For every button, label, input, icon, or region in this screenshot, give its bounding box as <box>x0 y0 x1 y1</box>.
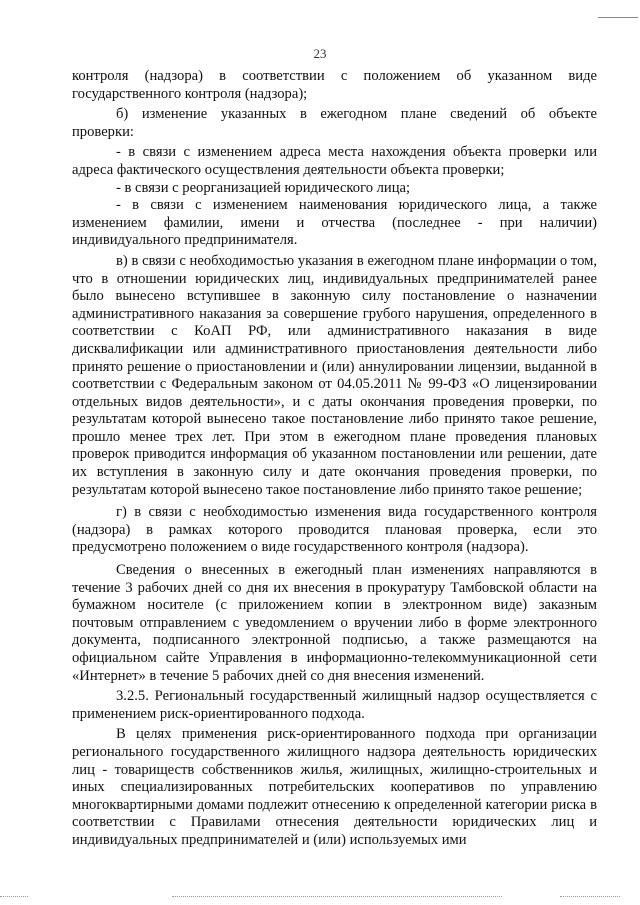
document-body <box>72 68 597 850</box>
paragraph: государственного контроля (надзора); <box>72 85 308 102</box>
paragraph: Сведения о внесенных в ежегодный план изменениях направляются в течение 3 рабочих дней со дня их внесения в прокуратуру Тамбовской области на бумажном носителе (с приложением копии в электронном виде) заказным почтовым отправлением с уведомлением о вручении либо в форме электронного документа, подписанного электронной подписью, а также размещаются на официальном сайте Управления в информационно-телекоммуникационной сети «Интернет» в течение 5 рабочих дней со дня внесения изменений. <box>72 562 597 684</box>
footer-rule <box>172 896 502 897</box>
footer-rule <box>560 896 620 897</box>
scan-corner-mark <box>598 17 638 18</box>
paragraph: б) изменение указанных в ежегодном плане сведений об объекте <box>116 106 597 123</box>
paragraph: 3.2.5. Региональный государственный жилищный надзор осуществляется с применением риск-ориентированного подхода. <box>72 688 597 722</box>
paragraph: - в связи с изменением наименования юридического лица, а также изменением фамилии, имени и отчества (последнее - при наличии) индивидуального предпринимателя. <box>72 197 597 249</box>
paragraph: контроля (надзора) в соответствии с положением об указанном виде <box>72 68 597 84</box>
page-number: 23 <box>313 46 327 61</box>
paragraph: - в связи с изменением адреса места нахождения объекта проверки или адреса фактического осуществления деятельности объекта проверки; <box>72 144 597 178</box>
paragraph: г) в связи с необходимостью изменения вида государственного контроля (надзора) в рамках которого проводится плановая проверка, если это предусмотрено положением о виде государственного контроля (надзора). <box>72 504 597 556</box>
footer-rule <box>0 896 28 897</box>
paragraph: проверки: <box>72 123 134 140</box>
paragraph: в) в связи с необходимостью указания в ежегодном плане информации о том, что в отношении юридических лиц, индивидуальных предпринимателей ранее было вынесено вступившее в законную силу постановление о назначении административного наказания за совершение грубого нарушения, определенного в соответствии с КоАП РФ, или административного наказания в виде дисквалификации или административного приостановления деятельности либо принято решение о приостановлении и (или) аннулировании лицензии, выданной в соответствии с Федеральным законом от 04.05.2011 № 99-ФЗ «О лицензировании отдельных видов деятельности», и с даты окончания проведения проверки, по результатам которой вынесено такое постановление либо принято такое решение, прошло менее трех лет. При этом в ежегодном плане проведения плановых проверок приводится информация об указанном постановлении или решении, дате их вступления в законную силу и дате окончания проведения проверки, по результатам которой вынесено такое постановление либо принято такое решение; <box>72 252 597 498</box>
paragraph: В целях применения риск-ориентированного подхода при организации регионального государственного жилищного надзора деятельность юридических лиц - товариществ собственников жилья, жилищных, жилищно-строительных и иных специализированных потребительских кооперативов по управлению многоквартирными домами подлежит отнесению к определенной категории риска в соответствии с Правилами отнесения деятельности юридических лиц и индивидуальных предпринимателей и (или) используемых ими <box>72 726 597 848</box>
paragraph: - в связи с реорганизацией юридического лица; <box>116 179 411 196</box>
